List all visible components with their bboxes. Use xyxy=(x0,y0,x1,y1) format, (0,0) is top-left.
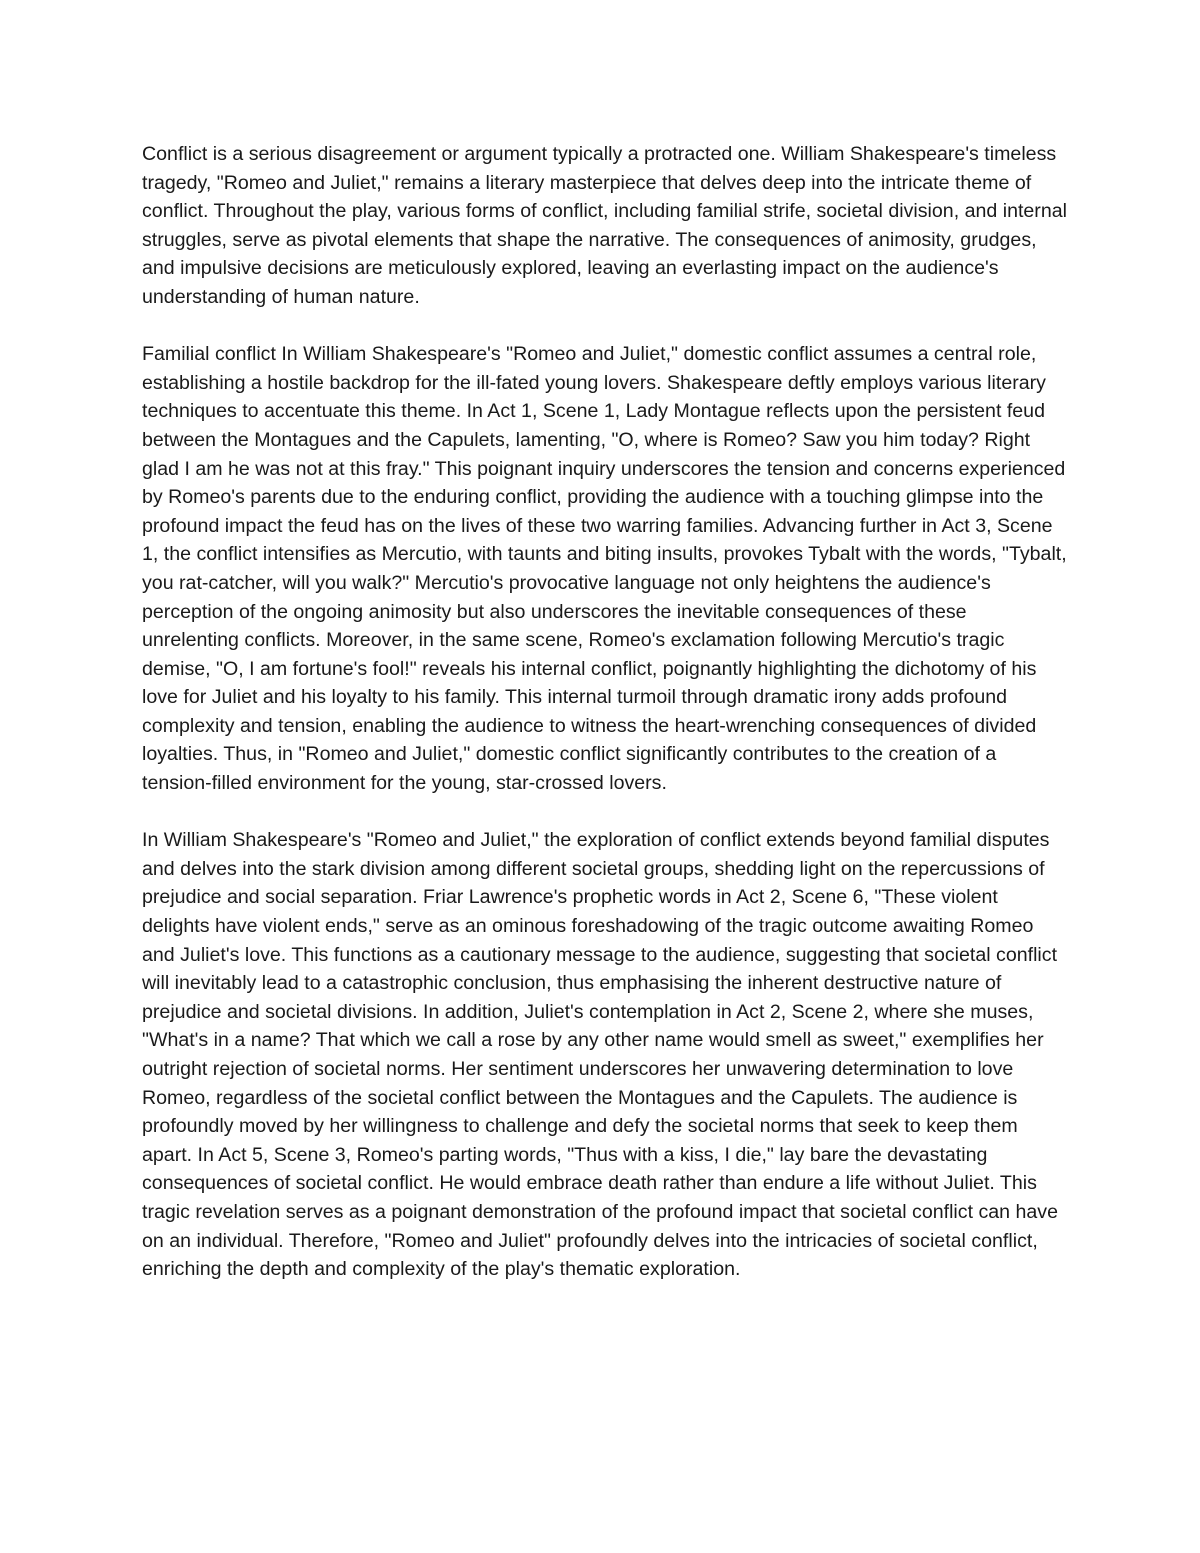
paragraph-familial-conflict: Familial conflict In William Shakespeare's "Romeo and Juliet," domestic conflict assumes a central role, establishing a hostile backdrop for the ill-fated young lovers. Shakespeare deftly employs various literary techniques to accentuate this theme. In Act 1, Scene 1, Lady Montague reflects upon the persistent feud between the Montagues and the Capulets, lamenting, "O, where is Romeo? Saw you him today? Right glad I am he was not at this fray." This poignant inquiry underscores the tension and concerns experienced by Romeo's parents due to the enduring conflict, providing the audience with a touching glimpse into the profound impact the feud has on the lives of these two warring families. Advancing further in Act 3, Scene 1, the conflict intensifies as Mercutio, with taunts and biting insults, provokes Tybalt with the words, "Tybalt, you rat-catcher, will you walk?" Mercutio's provocative language not only heightens the audience's perception of the ongoing animosity but also underscores the inevitable consequences of these unrelenting conflicts. Moreover, in the same scene, Romeo's exclamation following Mercutio's tragic demise, "O, I am fortune's fool!" reveals his internal conflict, poignantly highlighting the dichotomy of his love for Juliet and his loyalty to his family. This internal turmoil through dramatic irony adds profound complexity and tension, enabling the audience to witness the heart-wrenching consequences of divided loyalties. Thus, in "Romeo and Juliet," domestic conflict significantly contributes to the creation of a tension-filled environment for the young, star-crossed lovers. xyxy=(142,343,1067,795)
document-body xyxy=(142,140,1068,1312)
paragraph-societal-conflict: In William Shakespeare's "Romeo and Juliet," the exploration of conflict extends beyond familial disputes and delves into the stark division among different societal groups, shedding light on the repercussions of prejudice and social separation. Friar Lawrence's prophetic words in Act 2, Scene 6, "These violent delights have violent ends," serve as an ominous foreshadowing of the tragic outcome awaiting Romeo and Juliet's love. This functions as a cautionary message to the audience, suggesting that societal conflict will inevitably lead to a catastrophic conclusion, thus emphasising the inherent destructive nature of prejudice and societal divisions. In addition, Juliet's contemplation in Act 2, Scene 2, where she muses, "What's in a name? That which we call a rose by any other name would smell as sweet," exemplifies her outright rejection of societal norms. Her sentiment underscores her unwavering determination to love Romeo, regardless of the societal conflict between the Montagues and the Capulets. The audience is profoundly moved by her willingness to challenge and defy the societal norms that seek to keep them apart. In Act 5, Scene 3, Romeo's parting words, "Thus with a kiss, I die," lay bare the devastating consequences of societal conflict. He would embrace death rather than endure a life without Juliet. This tragic revelation serves as a poignant demonstration of the profound impact that societal conflict can have on an individual. Therefore, "Romeo and Juliet" profoundly delves into the intricacies of societal conflict, enriching the depth and complexity of the play's thematic exploration. xyxy=(142,829,1058,1281)
paragraph-introduction: Conflict is a serious disagreement or argument typically a protracted one. William Shakespeare's timeless tragedy, "Romeo and Juliet," remains a literary masterpiece that delves deep into the intricate theme of conflict. Throughout the play, various forms of conflict, including familial strife, societal division, and internal struggles, serve as pivotal elements that shape the narrative. The consequences of animosity, grudges, and impulsive decisions are meticulously explored, leaving an everlasting impact on the audience's understanding of human nature. xyxy=(142,143,1067,308)
